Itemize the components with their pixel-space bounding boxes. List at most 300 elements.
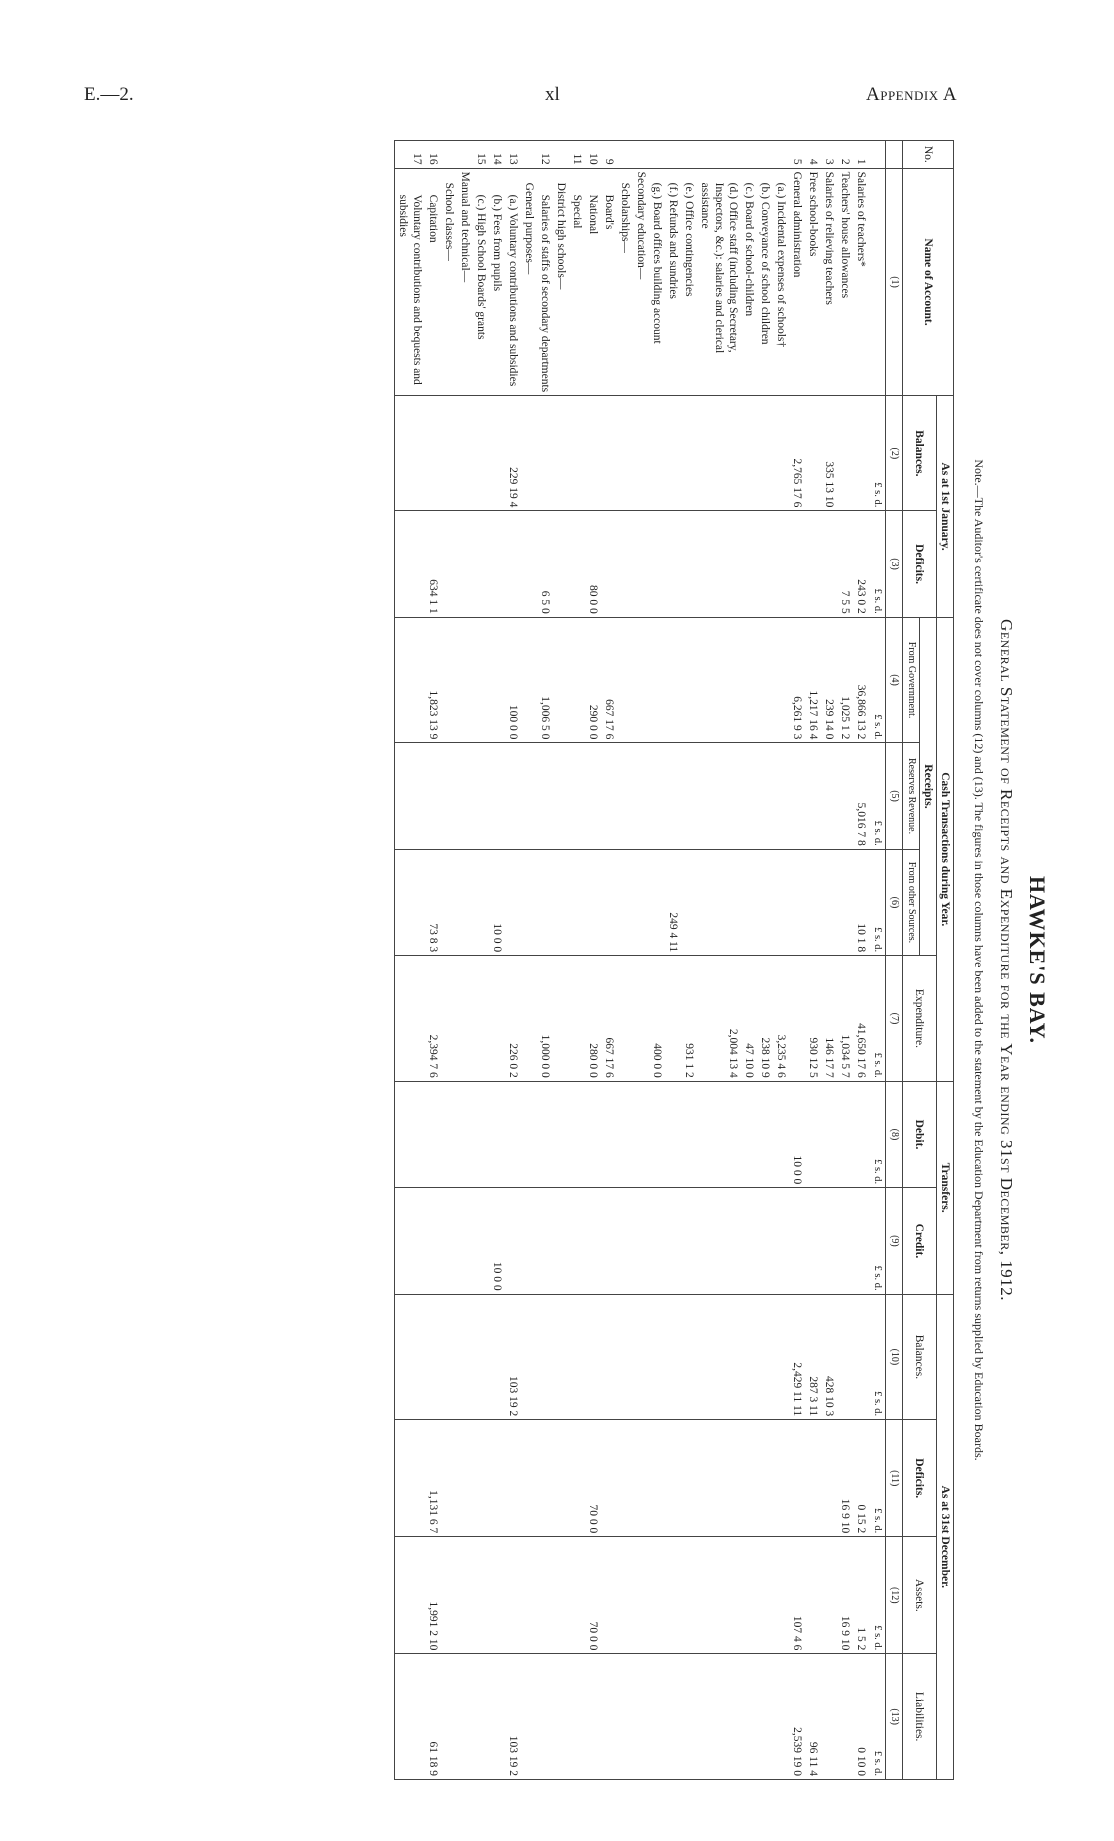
amount-cell — [617, 1420, 633, 1537]
amount-cell: 1,034 5 7 — [837, 956, 853, 1082]
amount-cell: 1,025 1 2 — [837, 617, 853, 743]
amount-cell — [757, 396, 773, 511]
units-label: £ s. d. — [869, 1654, 886, 1780]
amount-cell — [441, 511, 457, 617]
account-name: Free school-books — [805, 168, 821, 396]
amount-cell — [505, 511, 521, 617]
amount-cell — [805, 849, 821, 955]
amount-cell — [773, 1420, 789, 1537]
amount-cell: 667 17 6 — [601, 617, 617, 743]
row-number — [697, 141, 741, 169]
amount-cell — [395, 1654, 426, 1780]
amount-cell: 1,131 6 7 — [425, 1420, 441, 1537]
account-name: Secondary education— — [633, 168, 649, 396]
appendix-label: Appendix A — [866, 84, 958, 105]
row-number: 17 — [395, 141, 426, 169]
amount-cell: 10 0 0 — [489, 849, 505, 955]
amount-cell — [395, 1188, 426, 1294]
amount-cell — [457, 617, 473, 743]
amount-cell — [665, 396, 681, 511]
amount-cell — [601, 1654, 617, 1780]
auditor-note: Note.—The Auditor's certificate does not cover columns (12) and (13). The figures in those columns have been added to the statement by the Education Department from returns supplied by Education Boards. — [972, 459, 986, 1461]
table-row — [649, 141, 665, 1780]
account-name: Capitation — [425, 168, 441, 396]
table-row — [805, 141, 821, 1780]
account-name: (e.) Office contingencies — [681, 168, 697, 396]
units-label: £ s. d. — [869, 617, 886, 743]
amount-cell — [473, 1294, 489, 1420]
amount-cell — [697, 1420, 741, 1537]
account-name: General purposes— — [521, 168, 537, 396]
amount-cell — [805, 511, 821, 617]
column-number: (5) — [886, 743, 903, 849]
amount-cell — [537, 1420, 553, 1537]
amount-cell — [585, 1081, 601, 1187]
amount-cell — [741, 511, 757, 617]
group-receipts: Receipts. — [920, 617, 937, 955]
amount-cell: 103 19 2 — [505, 1654, 521, 1780]
amount-cell — [569, 1537, 585, 1654]
amount-cell — [665, 511, 681, 617]
amount-cell — [821, 743, 837, 849]
group-transfers: Transfers. — [937, 1081, 954, 1294]
amount-cell — [395, 849, 426, 955]
amount-cell — [665, 1081, 681, 1187]
amount-cell — [633, 743, 649, 849]
amount-cell — [837, 1081, 853, 1187]
account-name: Scholarships— — [617, 168, 633, 396]
amount-cell — [569, 1294, 585, 1420]
row-number — [757, 141, 773, 169]
table-row — [569, 141, 585, 1780]
col-credit-header: Credit. — [903, 1188, 937, 1294]
amount-cell — [741, 1294, 757, 1420]
amount-cell — [601, 1294, 617, 1420]
statement-body — [395, 141, 886, 1780]
amount-cell — [553, 511, 569, 617]
group-31st-dec: As at 31st December. — [937, 1294, 954, 1779]
amount-cell — [665, 743, 681, 849]
amount-cell — [553, 956, 569, 1082]
amount-cell — [395, 743, 426, 849]
amount-cell — [697, 617, 741, 743]
row-number — [441, 141, 457, 169]
amount-cell: 70 0 0 — [585, 1420, 601, 1537]
amount-cell — [569, 511, 585, 617]
column-number: (6) — [886, 849, 903, 955]
amount-cell — [633, 956, 649, 1082]
account-name: Teachers' house allowances — [837, 168, 853, 396]
amount-cell — [585, 849, 601, 955]
units-spacer — [869, 141, 886, 169]
row-number: 5 — [789, 141, 805, 169]
amount-cell — [649, 511, 665, 617]
account-name: (a.) Voluntary contributions and subsidies — [505, 168, 521, 396]
amount-cell — [821, 849, 837, 955]
table-row — [395, 141, 426, 1780]
amount-cell — [505, 1537, 521, 1654]
row-number: 4 — [805, 141, 821, 169]
amount-cell: 1,000 0 0 — [537, 956, 553, 1082]
amount-cell — [457, 1420, 473, 1537]
amount-cell: 80 0 0 — [585, 511, 601, 617]
amount-cell — [601, 743, 617, 849]
amount-cell — [773, 1654, 789, 1780]
amount-cell — [553, 1420, 569, 1537]
amount-cell — [681, 1420, 697, 1537]
amount-cell — [741, 617, 757, 743]
rotated-statement — [150, 140, 1050, 1780]
amount-cell — [853, 1081, 869, 1187]
amount-cell — [617, 1081, 633, 1187]
row-number: 1 — [853, 141, 869, 169]
amount-cell — [585, 1188, 601, 1294]
amount-cell — [441, 1294, 457, 1420]
amount-cell: 47 10 0 — [741, 956, 757, 1082]
amount-cell: 2,394 7 6 — [425, 956, 441, 1082]
amount-cell: 10 0 0 — [789, 1081, 805, 1187]
amount-cell — [489, 743, 505, 849]
amount-cell — [789, 511, 805, 617]
amount-cell: 634 1 1 — [425, 511, 441, 617]
row-number: 13 — [505, 141, 521, 169]
amount-cell — [617, 511, 633, 617]
amount-cell — [505, 743, 521, 849]
amount-cell — [649, 396, 665, 511]
account-name: National — [585, 168, 601, 396]
amount-cell: 2,539 19 0 — [789, 1654, 805, 1780]
column-number: (1) — [886, 168, 903, 396]
col-liabilities-header: Liabilities. — [903, 1654, 937, 1780]
amount-cell — [441, 1081, 457, 1187]
amount-cell — [821, 1420, 837, 1537]
amount-cell — [633, 396, 649, 511]
amount-cell — [805, 396, 821, 511]
amount-cell: 103 19 2 — [505, 1294, 521, 1420]
amount-cell — [757, 1420, 773, 1537]
amount-cell — [441, 617, 457, 743]
amount-cell — [617, 617, 633, 743]
group-cash-transactions: Cash Transactions during Year. — [937, 617, 954, 1081]
amount-cell — [681, 1537, 697, 1654]
amount-cell — [537, 1294, 553, 1420]
amount-cell — [473, 849, 489, 955]
amount-cell — [537, 396, 553, 511]
amount-cell — [489, 1420, 505, 1537]
amount-cell — [681, 849, 697, 955]
amount-cell — [681, 1654, 697, 1780]
amount-cell: 5,016 7 8 — [853, 743, 869, 849]
amount-cell — [585, 743, 601, 849]
amount-cell — [757, 1081, 773, 1187]
amount-cell — [553, 743, 569, 849]
amount-cell: 400 0 0 — [649, 956, 665, 1082]
row-number — [665, 141, 681, 169]
amount-cell — [489, 511, 505, 617]
account-name: Voluntary contributions and bequests and subsidies — [395, 168, 426, 396]
amount-cell: 6 5 0 — [537, 511, 553, 617]
amount-cell — [457, 1188, 473, 1294]
amount-cell — [681, 743, 697, 849]
amount-cell — [457, 849, 473, 955]
amount-cell — [521, 743, 537, 849]
account-name: (a.) Incidental expenses of schools† — [773, 168, 789, 396]
amount-cell — [521, 396, 537, 511]
amount-cell — [521, 1081, 537, 1187]
amount-cell — [741, 1654, 757, 1780]
account-name: District high schools— — [553, 168, 569, 396]
amount-cell — [649, 1420, 665, 1537]
units-label: £ s. d. — [869, 1537, 886, 1654]
amount-cell — [741, 1537, 757, 1654]
amount-cell: 2,004 13 4 — [697, 956, 741, 1082]
amount-cell — [601, 1537, 617, 1654]
amount-cell — [697, 1081, 741, 1187]
amount-cell — [773, 743, 789, 849]
amount-cell — [665, 1294, 681, 1420]
amount-cell — [633, 617, 649, 743]
column-number: (13) — [886, 1654, 903, 1780]
amount-cell — [395, 511, 426, 617]
table-row — [505, 141, 521, 1780]
amount-cell: 1,991 2 10 — [425, 1537, 441, 1654]
row-number — [773, 141, 789, 169]
amount-cell — [837, 1294, 853, 1420]
row-number — [617, 141, 633, 169]
account-name: (f.) Refunds and sundries — [665, 168, 681, 396]
amount-cell — [757, 849, 773, 955]
units-label: £ s. d. — [869, 1420, 886, 1537]
amount-cell — [757, 743, 773, 849]
table-row — [457, 141, 473, 1780]
amount-cell — [425, 1294, 441, 1420]
amount-cell: 10 0 0 — [489, 1188, 505, 1294]
amount-cell — [473, 617, 489, 743]
col-expenditure-header: Expenditure. — [903, 956, 937, 1082]
amount-cell: 0 15 2 — [853, 1420, 869, 1537]
amount-cell — [553, 1654, 569, 1780]
amount-cell — [789, 956, 805, 1082]
amount-cell — [681, 1294, 697, 1420]
amount-cell — [681, 1188, 697, 1294]
amount-cell — [681, 511, 697, 617]
amount-cell — [457, 511, 473, 617]
amount-cell — [853, 1294, 869, 1420]
amount-cell — [649, 1537, 665, 1654]
amount-cell — [441, 956, 457, 1082]
page-number: xl — [545, 84, 560, 105]
row-number: 12 — [537, 141, 553, 169]
amount-cell — [489, 1537, 505, 1654]
amount-cell: 107 4 6 — [789, 1537, 805, 1654]
amount-cell — [837, 1654, 853, 1780]
amount-cell: 667 17 6 — [601, 956, 617, 1082]
amount-cell — [853, 1188, 869, 1294]
amount-cell: 335 13 10 — [821, 396, 837, 511]
table-row — [757, 141, 773, 1780]
amount-cell — [569, 1654, 585, 1780]
amount-cell — [633, 1294, 649, 1420]
amount-cell — [665, 617, 681, 743]
amount-cell — [789, 743, 805, 849]
amount-cell — [569, 396, 585, 511]
table-row — [837, 141, 853, 1780]
amount-cell: 36,866 13 2 — [853, 617, 869, 743]
amount-cell — [521, 1294, 537, 1420]
amount-cell: 239 14 0 — [821, 617, 837, 743]
table-row — [553, 141, 569, 1780]
table-row — [853, 141, 869, 1780]
amount-cell — [617, 743, 633, 849]
col-balances10-header: Balances. — [903, 1294, 937, 1420]
amount-cell — [521, 1654, 537, 1780]
amount-cell — [425, 1188, 441, 1294]
col-from-government-header: From Government. — [903, 617, 920, 743]
col-debit-header: Debit. — [903, 1081, 937, 1187]
amount-cell — [585, 1654, 601, 1780]
amount-cell — [741, 743, 757, 849]
amount-cell — [585, 396, 601, 511]
amount-cell — [681, 1081, 697, 1187]
amount-cell — [601, 849, 617, 955]
table-row — [441, 141, 457, 1780]
amount-cell — [617, 1537, 633, 1654]
amount-cell — [473, 511, 489, 617]
amount-cell — [805, 1188, 821, 1294]
amount-cell — [441, 1420, 457, 1537]
col-name-header: Name of Account. — [903, 168, 954, 396]
amount-cell — [617, 849, 633, 955]
amount-cell — [569, 956, 585, 1082]
column-number: (2) — [886, 396, 903, 511]
amount-cell — [773, 617, 789, 743]
amount-cell — [853, 396, 869, 511]
amount-cell — [441, 1537, 457, 1654]
amount-cell: 428 10 3 — [821, 1294, 837, 1420]
account-name: (b.) Fees from pupils — [489, 168, 505, 396]
column-number: (3) — [886, 511, 903, 617]
col-no-number — [886, 141, 903, 169]
account-name: Special — [569, 168, 585, 396]
account-name: (c.) Board of school-children — [741, 168, 757, 396]
account-name: General administration — [789, 168, 805, 396]
amount-cell: 243 0 2 — [853, 511, 869, 617]
amount-cell — [633, 1081, 649, 1187]
amount-cell — [773, 1188, 789, 1294]
amount-cell — [617, 1188, 633, 1294]
column-number: (12) — [886, 1537, 903, 1654]
amount-cell — [457, 1654, 473, 1780]
column-number: (7) — [886, 956, 903, 1082]
amount-cell — [553, 1081, 569, 1187]
amount-cell — [537, 1654, 553, 1780]
amount-cell — [741, 1420, 757, 1537]
amount-cell — [649, 617, 665, 743]
col-no-header: No. — [903, 141, 954, 169]
amount-cell: 0 10 0 — [853, 1654, 869, 1780]
amount-cell — [473, 956, 489, 1082]
units-label: £ s. d. — [869, 396, 886, 511]
amount-cell: 226 0 2 — [505, 956, 521, 1082]
amount-cell — [681, 396, 697, 511]
statement-title: General Statement of Receipts and Expenditure for the Year ending 31st December, 1912. — [997, 619, 1016, 1301]
amount-cell — [489, 1081, 505, 1187]
amount-cell — [773, 1294, 789, 1420]
row-number: 15 — [473, 141, 489, 169]
amount-cell: 96 11 4 — [805, 1654, 821, 1780]
amount-cell — [537, 743, 553, 849]
amount-cell — [395, 617, 426, 743]
amount-cell — [489, 396, 505, 511]
amount-cell — [601, 1420, 617, 1537]
amount-cell — [425, 1081, 441, 1187]
amount-cell — [773, 511, 789, 617]
amount-cell — [505, 1420, 521, 1537]
row-number: 16 — [425, 141, 441, 169]
page-id: E.—2. — [84, 84, 134, 105]
amount-cell — [805, 1537, 821, 1654]
amount-cell — [473, 1188, 489, 1294]
row-number: 3 — [821, 141, 837, 169]
amount-cell — [649, 1081, 665, 1187]
amount-cell: 930 12 5 — [805, 956, 821, 1082]
amount-cell — [741, 1081, 757, 1187]
amount-cell — [537, 1537, 553, 1654]
amount-cell — [617, 1654, 633, 1780]
column-number: (8) — [886, 1081, 903, 1187]
amount-cell — [665, 1420, 681, 1537]
amount-cell — [633, 849, 649, 955]
units-spacer — [869, 168, 886, 396]
amount-cell — [569, 1188, 585, 1294]
amount-cell — [553, 1537, 569, 1654]
amount-cell: 16 9 10 — [837, 1420, 853, 1537]
table-row — [773, 141, 789, 1780]
amount-cell: 1,217 16 4 — [805, 617, 821, 743]
amount-cell: 3,235 4 6 — [773, 956, 789, 1082]
table-row — [489, 141, 505, 1780]
row-number: 9 — [601, 141, 617, 169]
amount-cell — [649, 1294, 665, 1420]
amount-cell — [521, 1420, 537, 1537]
column-number: (9) — [886, 1188, 903, 1294]
amount-cell: 229 19 4 — [505, 396, 521, 511]
amount-cell — [521, 1188, 537, 1294]
amount-cell: 10 1 8 — [853, 849, 869, 955]
row-number — [633, 141, 649, 169]
amount-cell — [697, 1537, 741, 1654]
col-reserves-revenue-header: Reserves Revenue. — [903, 743, 920, 849]
amount-cell — [633, 1654, 649, 1780]
amount-cell — [585, 1294, 601, 1420]
amount-cell: 290 0 0 — [585, 617, 601, 743]
table-row — [789, 141, 805, 1780]
account-name: (b.) Conveyance of school children — [757, 168, 773, 396]
account-name: Salaries of teachers* — [853, 168, 869, 396]
amount-cell — [741, 396, 757, 511]
amount-cell — [441, 1654, 457, 1780]
row-number: 14 — [489, 141, 505, 169]
amount-cell — [649, 1188, 665, 1294]
table-row — [697, 141, 741, 1780]
units-label: £ s. d. — [869, 1081, 886, 1187]
account-name: Manual and technical— — [457, 168, 473, 396]
amount-cell: 2,765 17 6 — [789, 396, 805, 511]
units-label: £ s. d. — [869, 743, 886, 849]
amount-cell — [837, 1188, 853, 1294]
amount-cell — [649, 1654, 665, 1780]
table-row — [617, 141, 633, 1780]
